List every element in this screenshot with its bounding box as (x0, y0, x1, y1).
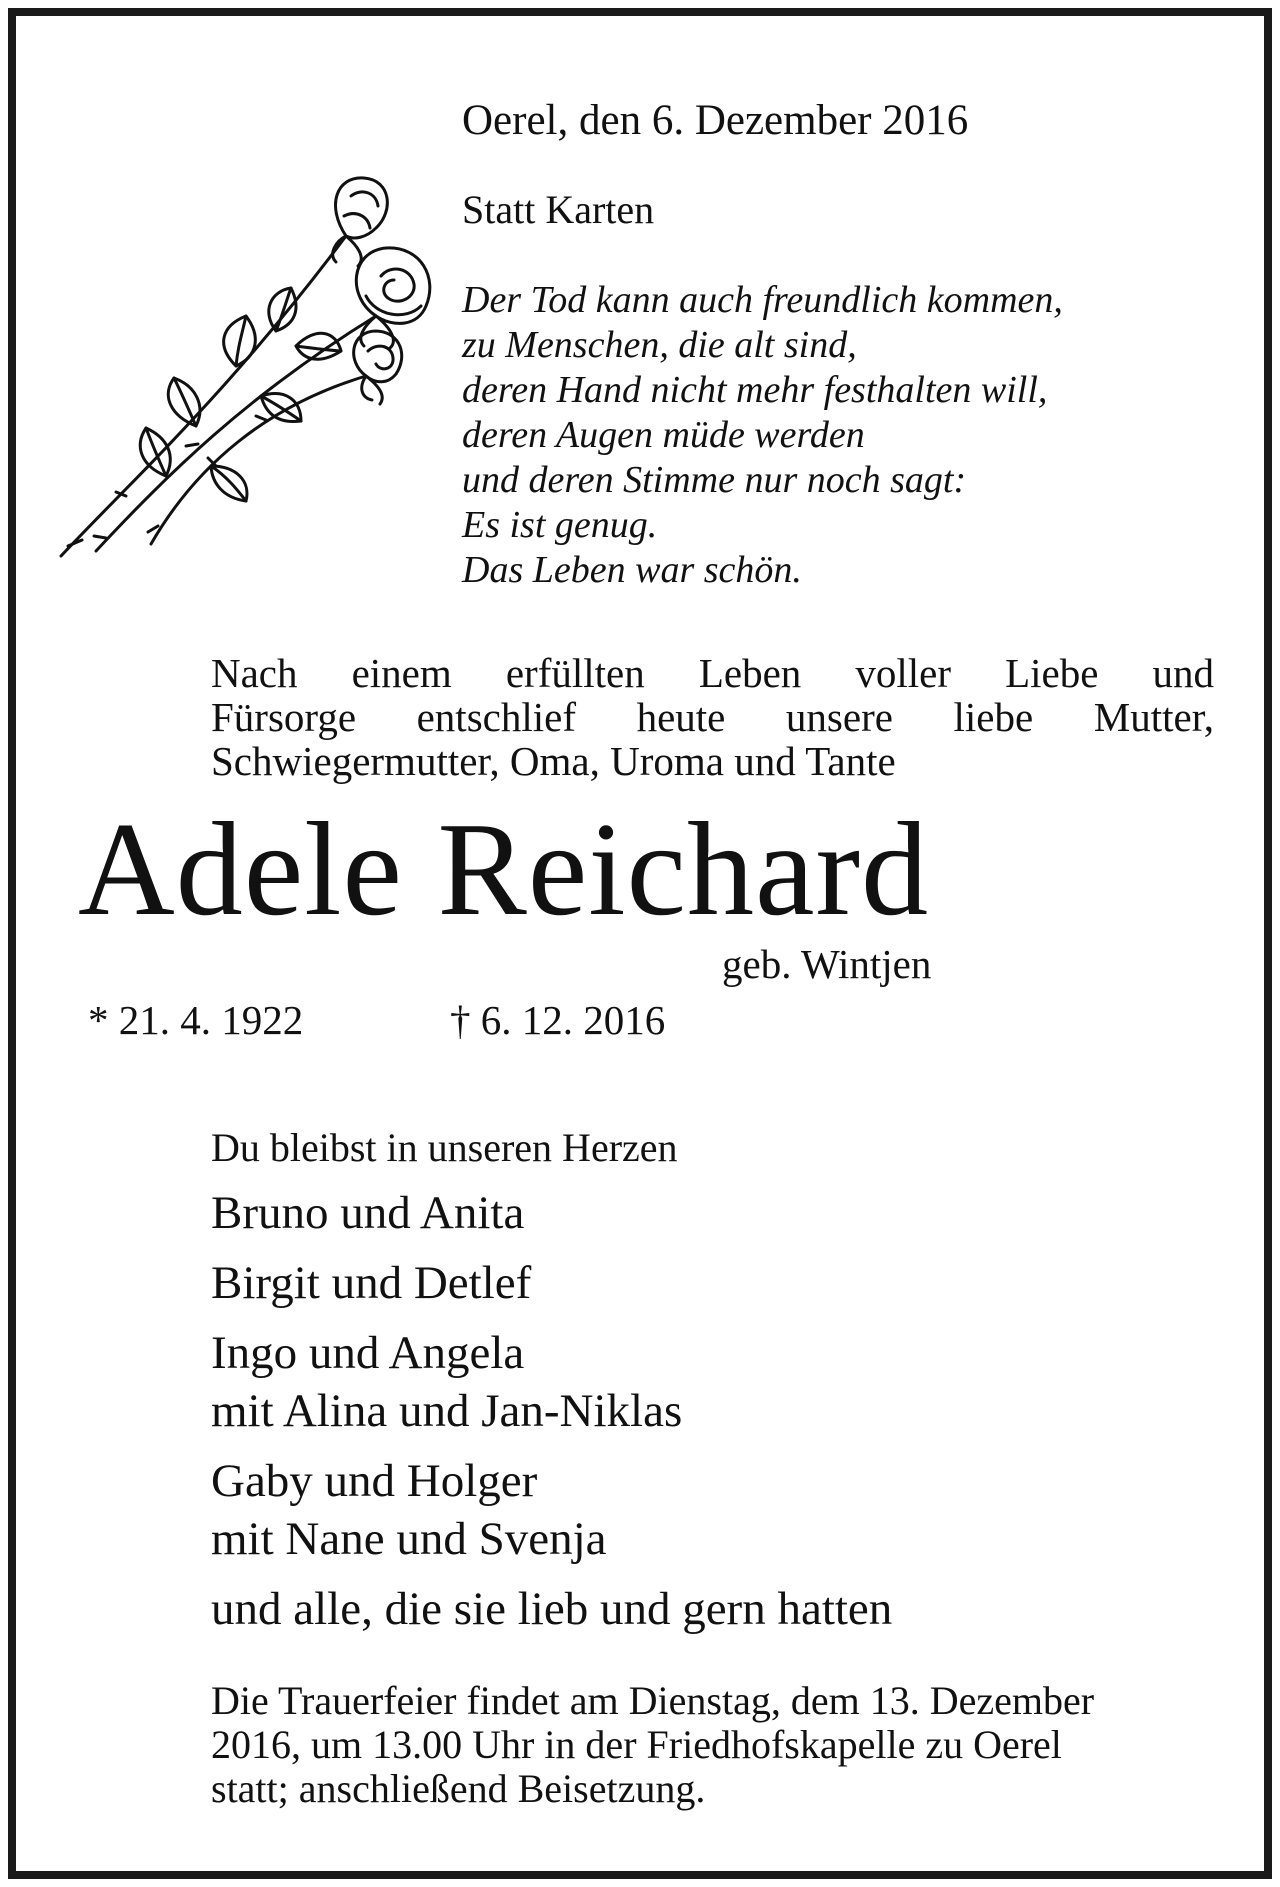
roses-illustration (46, 166, 446, 576)
birth-date: * 21. 4. 1922 (88, 997, 304, 1043)
mourner-line: mit Alina und Jan-Niklas (211, 1385, 683, 1437)
mourner-group (211, 1184, 892, 1242)
funeral-service-info (211, 1679, 1094, 1811)
service-line: 2016, um 13.00 Uhr in der Friedhofskapelle zu Oerel (211, 1722, 1062, 1767)
place-and-date: Oerel, den 6. Dezember 2016 (462, 97, 969, 144)
poem-line: deren Hand nicht mehr festhalten will, (462, 369, 1048, 411)
intro-line: Fürsorge entschlief heute unsere liebe Mutter, (211, 694, 1214, 740)
poem-line: und deren Stimme nur noch sagt: (462, 459, 967, 501)
intro-text (211, 651, 1214, 783)
mourners-list (211, 1184, 892, 1650)
poem-line: zu Menschen, die alt sind, (462, 324, 857, 366)
intro-line: Schwiegermutter, Oma, Uroma und Tante (211, 738, 896, 784)
mourner-group (211, 1324, 892, 1440)
poem-line: deren Augen müde werden (462, 414, 865, 456)
death-date: † 6. 12. 2016 (450, 997, 666, 1043)
mourner-line: Gaby und Holger (211, 1455, 538, 1507)
mourner-line: und alle, die sie lieb und gern hatten (211, 1583, 893, 1635)
intro-line: Nach einem erfüllten Leben voller Liebe und (211, 650, 1214, 696)
poem-line: Das Leben war schön. (462, 549, 802, 591)
mourner-group (211, 1452, 892, 1568)
mourner-group (211, 1580, 892, 1638)
service-line: statt; anschließend Beisetzung. (211, 1766, 706, 1811)
mourner-group (211, 1254, 892, 1312)
mourner-line: Ingo und Angela (211, 1327, 525, 1379)
poem-line: Der Tod kann auch freundlich kommen, (462, 279, 1063, 321)
service-line: Die Trauerfeier findet am Dienstag, dem 13. Dezember (211, 1678, 1095, 1723)
mourner-line: Birgit und Detlef (211, 1257, 532, 1309)
mourner-line: Bruno und Anita (211, 1187, 525, 1239)
poem (462, 278, 1063, 593)
statt-karten-note: Statt Karten (462, 187, 655, 232)
obituary-notice (8, 8, 1272, 1879)
mourner-line: mit Nane und Svenja (211, 1513, 607, 1565)
roses-drawing (46, 166, 446, 576)
remembrance-line: Du bleibst in unseren Herzen (211, 1125, 678, 1170)
poem-line: Es ist genug. (462, 504, 658, 546)
deceased-name: Adele Reichard (78, 795, 930, 943)
maiden-name: geb. Wintjen (722, 941, 932, 987)
